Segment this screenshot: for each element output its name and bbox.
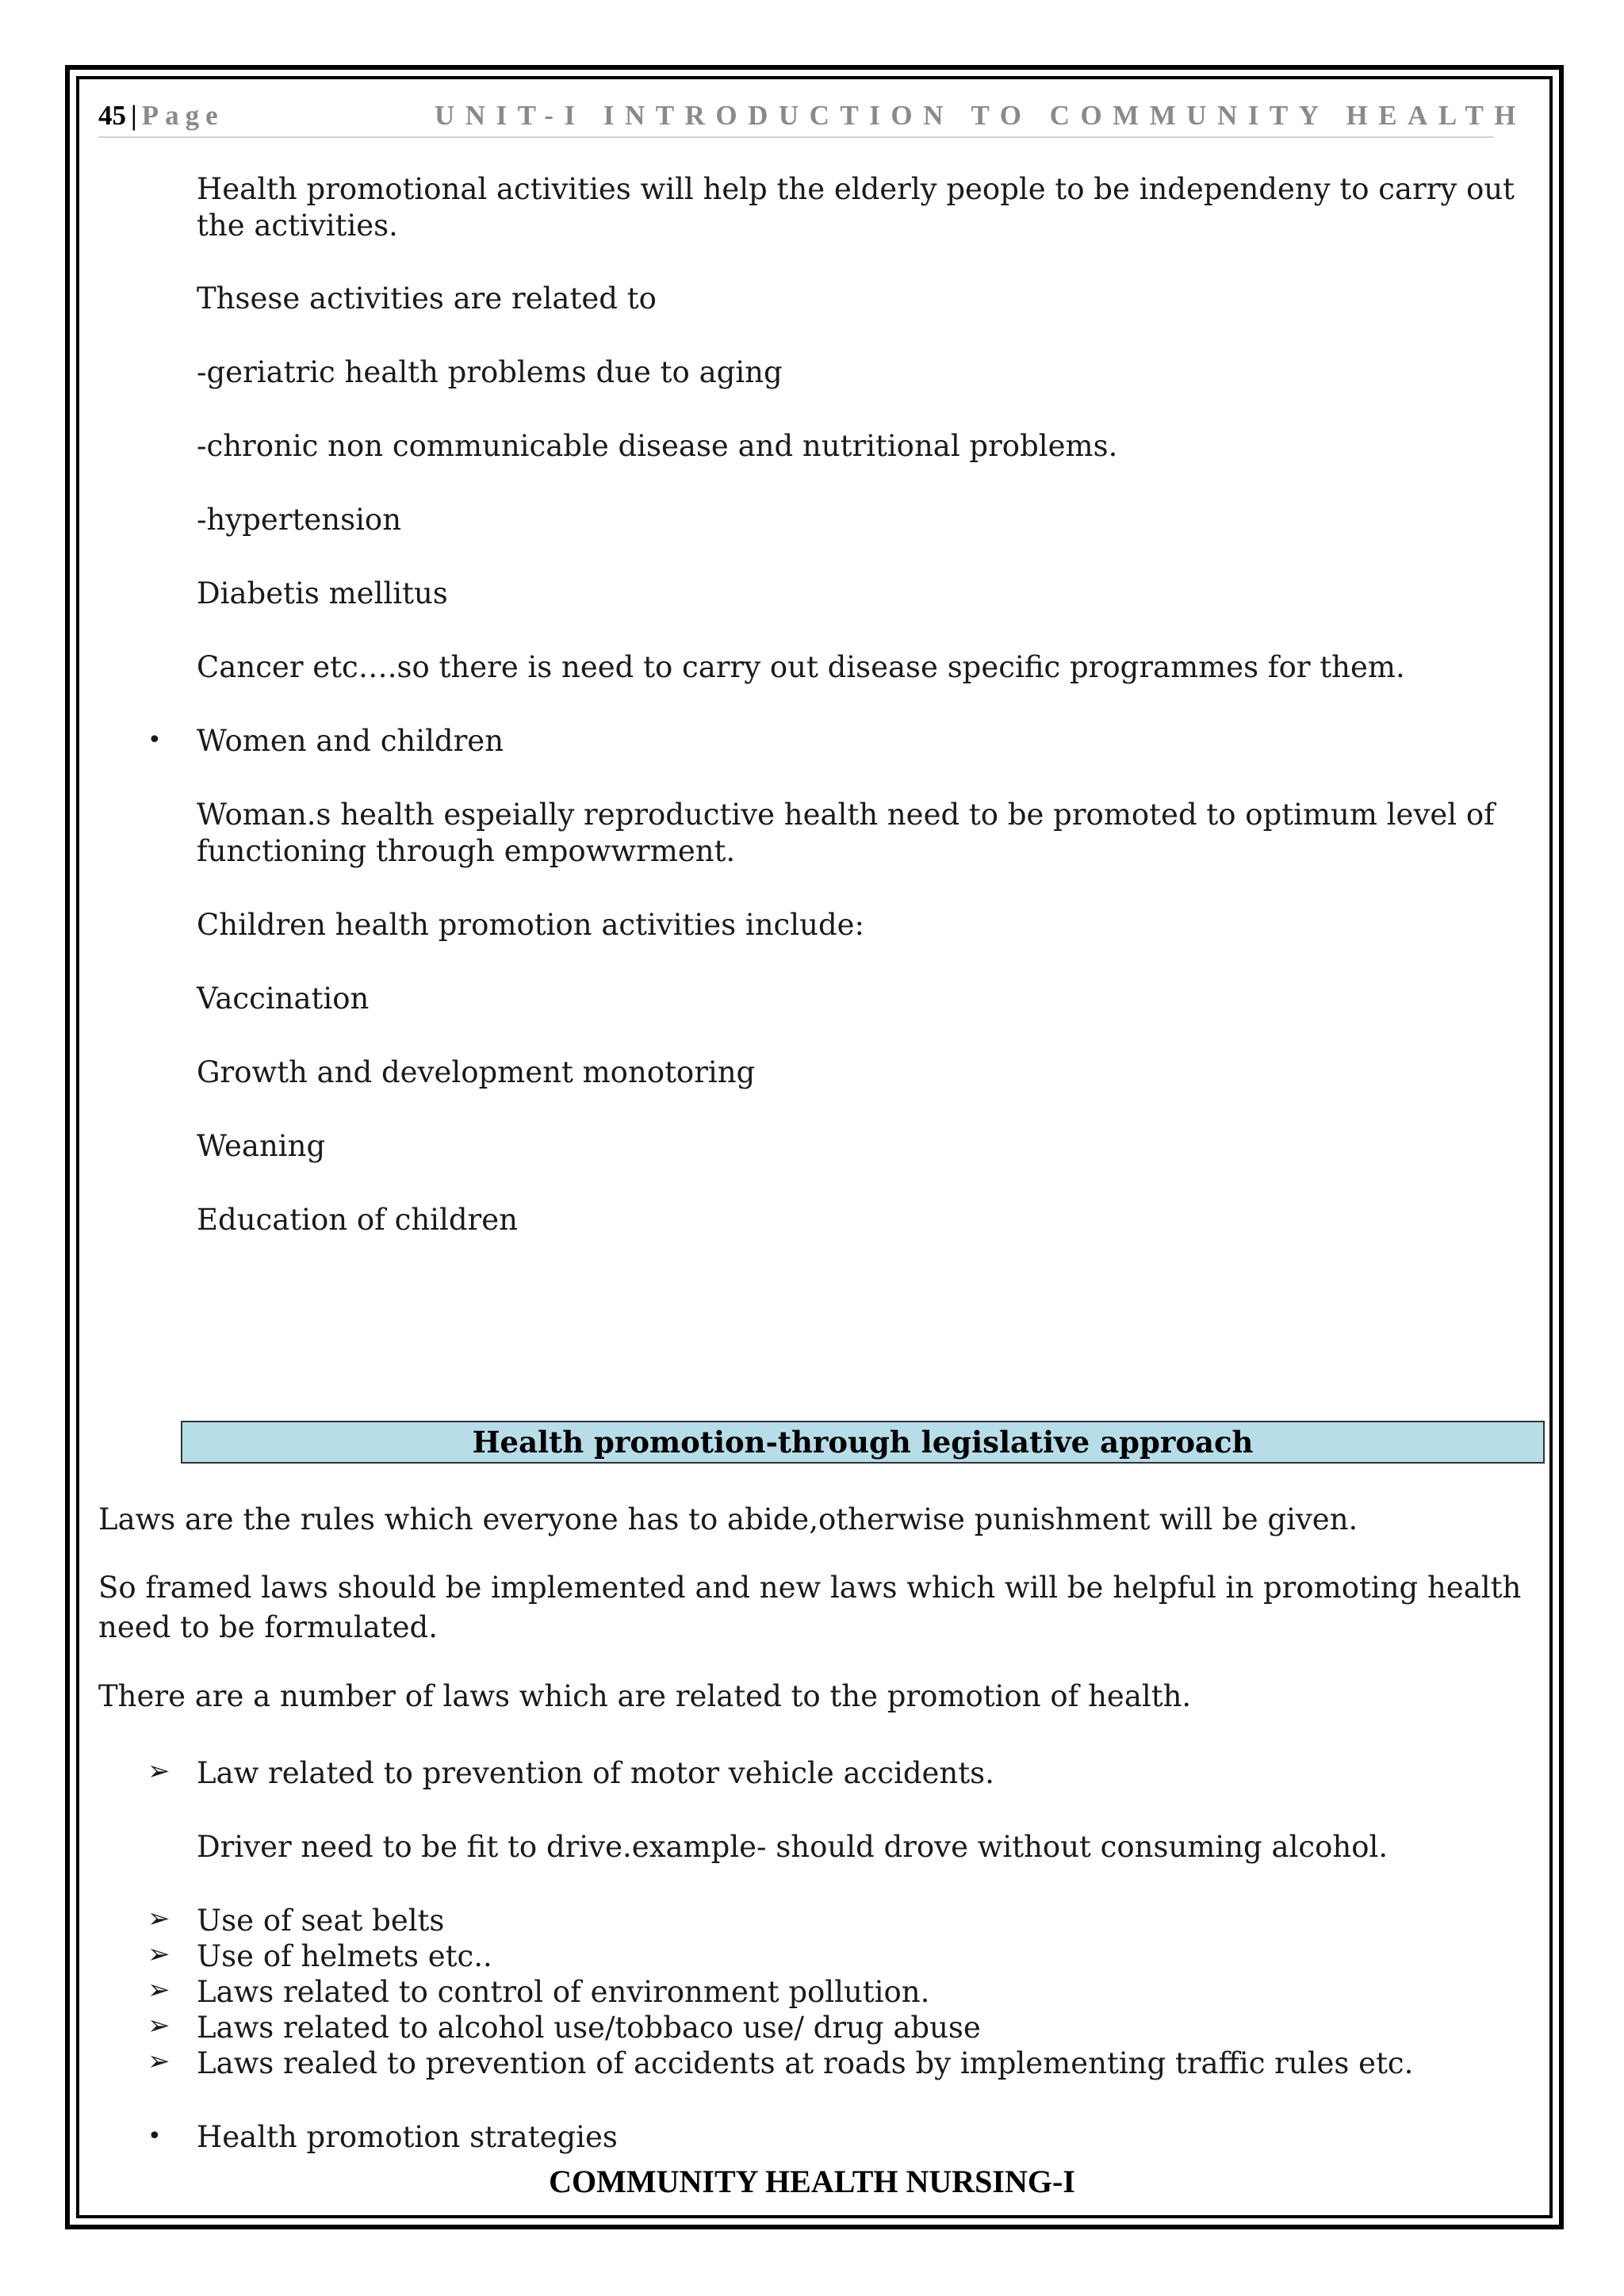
item-chronic: -chronic non communicable disease and nutritional problems.: [197, 429, 1118, 463]
arrow-bullet-icon: ➢: [147, 1938, 170, 1970]
section-heading: Health promotion-through legislative approach: [181, 1421, 1545, 1464]
bullet-icon: •: [147, 2122, 162, 2150]
laws-definition: Laws are the rules which everyone has to abide,otherwise punishment will be given.: [98, 1502, 1358, 1536]
children-intro: Children health promotion activities include:: [197, 908, 864, 942]
number-of-laws: There are a number of laws which are related to the promotion of health.: [98, 1679, 1192, 1713]
arrow-bullet-icon: ➢: [147, 1755, 170, 1787]
law-environment: Laws related to control of environment pollution.: [197, 1975, 930, 2009]
page-number-label: [98, 100, 224, 132]
law-roads: Laws realed to prevention of accidents at roads by implementing traffic rules etc.: [197, 2046, 1414, 2080]
child-vaccination: Vaccination: [197, 982, 370, 1016]
bullet-strategies: Health promotion strategies: [197, 2120, 618, 2154]
page-word: Page: [141, 100, 224, 131]
bullet-women-children: Women and children: [197, 724, 504, 758]
item-hypertension: -hypertension: [197, 503, 402, 537]
arrow-bullet-icon: ➢: [147, 1974, 170, 2006]
unit-title: UNIT-I INTRODUCTION TO COMMUNITY HEALTH: [435, 100, 1527, 131]
page-footer: COMMUNITY HEALTH NURSING-I: [549, 2164, 1075, 2199]
law-motor-vehicle: Law related to prevention of motor vehicle accidents.: [197, 1756, 994, 1790]
law-seat-belts: Use of seat belts: [197, 1904, 445, 1938]
women-paragraph-line-1: Woman.s health espeially reproductive health need to be promoted to optimum level of: [197, 798, 1495, 832]
driver-fit: Driver need to be fit to drive.example- should drove without consuming alcohol.: [197, 1830, 1388, 1864]
page-number: 45: [98, 100, 126, 131]
framed-laws-line-1: So framed laws should be implemented and new laws which will be helpful in promoting health: [98, 1571, 1522, 1605]
arrow-bullet-icon: ➢: [147, 2010, 170, 2042]
arrow-bullet-icon: ➢: [147, 2045, 170, 2077]
elderly-paragraph-line-1: Health promotional activities will help the elderly people to be independeny to carry out: [197, 172, 1515, 206]
item-cancer: Cancer etc….so there is need to carry out disease specific programmes for them.: [197, 650, 1405, 684]
child-growth: Growth and development monotoring: [197, 1055, 756, 1089]
elderly-paragraph-line-2: the activities.: [197, 209, 398, 243]
women-paragraph-line-2: functioning through empowwrment.: [197, 834, 736, 868]
page-header: [98, 97, 1527, 138]
header-separator: |: [131, 100, 137, 131]
arrow-bullet-icon: ➢: [147, 1903, 170, 1934]
related-intro: Thsese activities are related to: [197, 281, 657, 316]
item-geriatric: -geriatric health problems due to aging: [197, 355, 783, 389]
law-helmets: Use of helmets etc..: [197, 1939, 492, 1973]
child-weaning: Weaning: [197, 1129, 326, 1163]
bullet-icon: •: [147, 726, 162, 754]
framed-laws-line-2: need to be formulated.: [98, 1610, 438, 1644]
child-education: Education of children: [197, 1203, 518, 1237]
item-diabetes: Diabetis mellitus: [197, 576, 448, 610]
law-alcohol: Laws related to alcohol use/tobbaco use/ drug abuse: [197, 2011, 981, 2045]
